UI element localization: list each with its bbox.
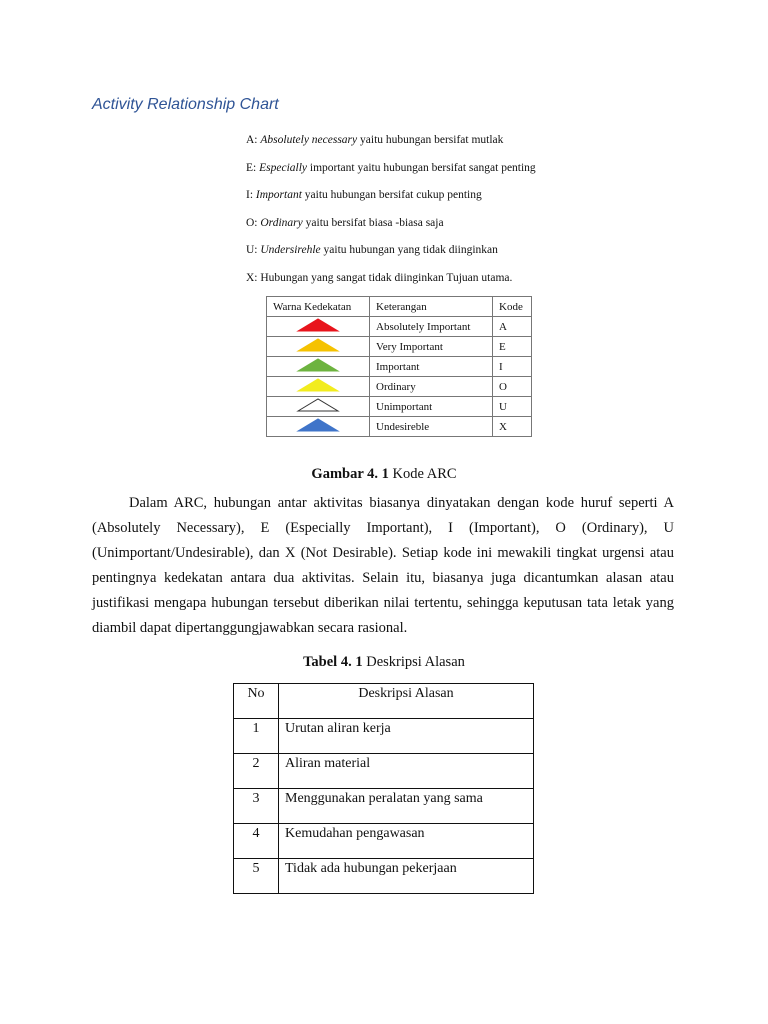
table-caption bbox=[0, 654, 768, 671]
reason-table-header bbox=[234, 684, 534, 719]
triangle-icon bbox=[296, 318, 340, 332]
row-number: 2 bbox=[234, 754, 279, 789]
color-cell bbox=[267, 317, 370, 337]
desc-cell: Unimportant bbox=[370, 397, 493, 417]
section-heading: Activity Relationship Chart bbox=[92, 96, 279, 113]
code-cell: A bbox=[493, 317, 532, 337]
desc-cell: Ordinary bbox=[370, 377, 493, 397]
desc-cell: Undesireble bbox=[370, 417, 493, 437]
definition-i bbox=[246, 189, 482, 201]
code-cell: I bbox=[493, 357, 532, 377]
figure-caption bbox=[0, 466, 768, 483]
arc-table-row bbox=[267, 317, 532, 337]
caption-text: Deskripsi Alasan bbox=[362, 654, 465, 670]
definition-a bbox=[246, 134, 503, 146]
desc-cell: Absolutely Important bbox=[370, 317, 493, 337]
definition-term: Ordinary bbox=[260, 217, 303, 229]
color-cell bbox=[267, 357, 370, 377]
triangle-icon bbox=[296, 338, 340, 352]
definition-text: Hubungan yang sangat tidak diinginkan Tujuan utama. bbox=[260, 272, 513, 284]
row-number: 3 bbox=[234, 789, 279, 824]
header-keterangan: Keterangan bbox=[370, 297, 493, 317]
code-cell: O bbox=[493, 377, 532, 397]
desc-cell: Important bbox=[370, 357, 493, 377]
definition-term: Especially bbox=[259, 162, 308, 174]
definition-term: Undersirehle bbox=[260, 244, 321, 256]
definition-text: yaitu hubungan bersifat cukup penting bbox=[301, 189, 482, 201]
arc-table-header bbox=[267, 297, 532, 317]
arc-table-row bbox=[267, 397, 532, 417]
definition-term: Important bbox=[255, 189, 302, 201]
row-description: Kemudahan pengawasan bbox=[279, 824, 534, 859]
body-paragraph: Dalam ARC, hubungan antar aktivitas biasanya dinyatakan dengan kode huruf seperti A (Absolutely Necessary), E (Especially Important), I (Important), O (Ordinary), U (Unimportant/Undesirable), dan X (Not Desirable). Setiap kode ini mewakili tingkat urgensi atau pentingnya kedekatan antara dua aktivitas. Selain itu, biasanya juga dicantumkan alasan atau justifikasi mengapa hubungan tersebut diberikan nilai tertentu, sehingga keputusan tata letak yang diambil dapat dipertanggungjawabkan secara rasional. bbox=[92, 495, 674, 636]
triangle-icon bbox=[296, 378, 340, 392]
code-cell: U bbox=[493, 397, 532, 417]
header-no: No bbox=[234, 684, 279, 719]
definition-x bbox=[246, 272, 512, 284]
definition-text: yaitu bersifat biasa -biasa saja bbox=[302, 217, 444, 229]
color-cell bbox=[267, 397, 370, 417]
definition-o bbox=[246, 217, 444, 229]
row-number: 4 bbox=[234, 824, 279, 859]
definition-term: Absolutely necessary bbox=[260, 134, 358, 146]
reason-table bbox=[233, 683, 534, 894]
row-description: Aliran material bbox=[279, 754, 534, 789]
definition-e bbox=[246, 162, 536, 174]
triangle-icon bbox=[296, 398, 340, 412]
caption-label: Tabel 4. 1 bbox=[303, 654, 363, 670]
definition-text: yaitu hubungan yang tidak diinginkan bbox=[320, 244, 498, 256]
header-warna: Warna Kedekatan bbox=[267, 297, 370, 317]
row-description: Menggunakan peralatan yang sama bbox=[279, 789, 534, 824]
arc-code-table bbox=[266, 296, 532, 437]
definition-prefix: O: bbox=[246, 217, 261, 229]
triangle-icon bbox=[296, 358, 340, 372]
definition-u bbox=[246, 244, 498, 256]
table-row bbox=[234, 754, 534, 789]
arc-table-row bbox=[267, 417, 532, 437]
table-row bbox=[234, 859, 534, 894]
caption-label: Gambar 4. 1 bbox=[311, 466, 389, 482]
definition-prefix: U: bbox=[246, 244, 261, 256]
row-number: 1 bbox=[234, 719, 279, 754]
row-number: 5 bbox=[234, 859, 279, 894]
color-cell bbox=[267, 377, 370, 397]
definition-text: yaitu hubungan bersifat mutlak bbox=[357, 134, 504, 146]
code-cell: E bbox=[493, 337, 532, 357]
definition-prefix: E: bbox=[246, 162, 260, 174]
definition-text: important yaitu hubungan bersifat sangat penting bbox=[307, 162, 536, 174]
arc-table-row bbox=[267, 337, 532, 357]
table-row bbox=[234, 824, 534, 859]
triangle-icon bbox=[296, 418, 340, 432]
code-cell: X bbox=[493, 417, 532, 437]
color-cell bbox=[267, 417, 370, 437]
definition-prefix: A: bbox=[246, 134, 261, 146]
row-description: Tidak ada hubungan pekerjaan bbox=[279, 859, 534, 894]
definition-prefix: X: bbox=[246, 272, 261, 284]
arc-table-row bbox=[267, 377, 532, 397]
definition-prefix: I: bbox=[246, 189, 256, 201]
row-description: Urutan aliran kerja bbox=[279, 719, 534, 754]
arc-figure bbox=[236, 126, 546, 446]
table-row bbox=[234, 719, 534, 754]
table-row bbox=[234, 789, 534, 824]
color-cell bbox=[267, 337, 370, 357]
header-kode: Kode bbox=[493, 297, 532, 317]
arc-table-row bbox=[267, 357, 532, 377]
caption-text: Kode ARC bbox=[388, 466, 457, 482]
desc-cell: Very Important bbox=[370, 337, 493, 357]
header-deskripsi: Deskripsi Alasan bbox=[279, 684, 534, 719]
